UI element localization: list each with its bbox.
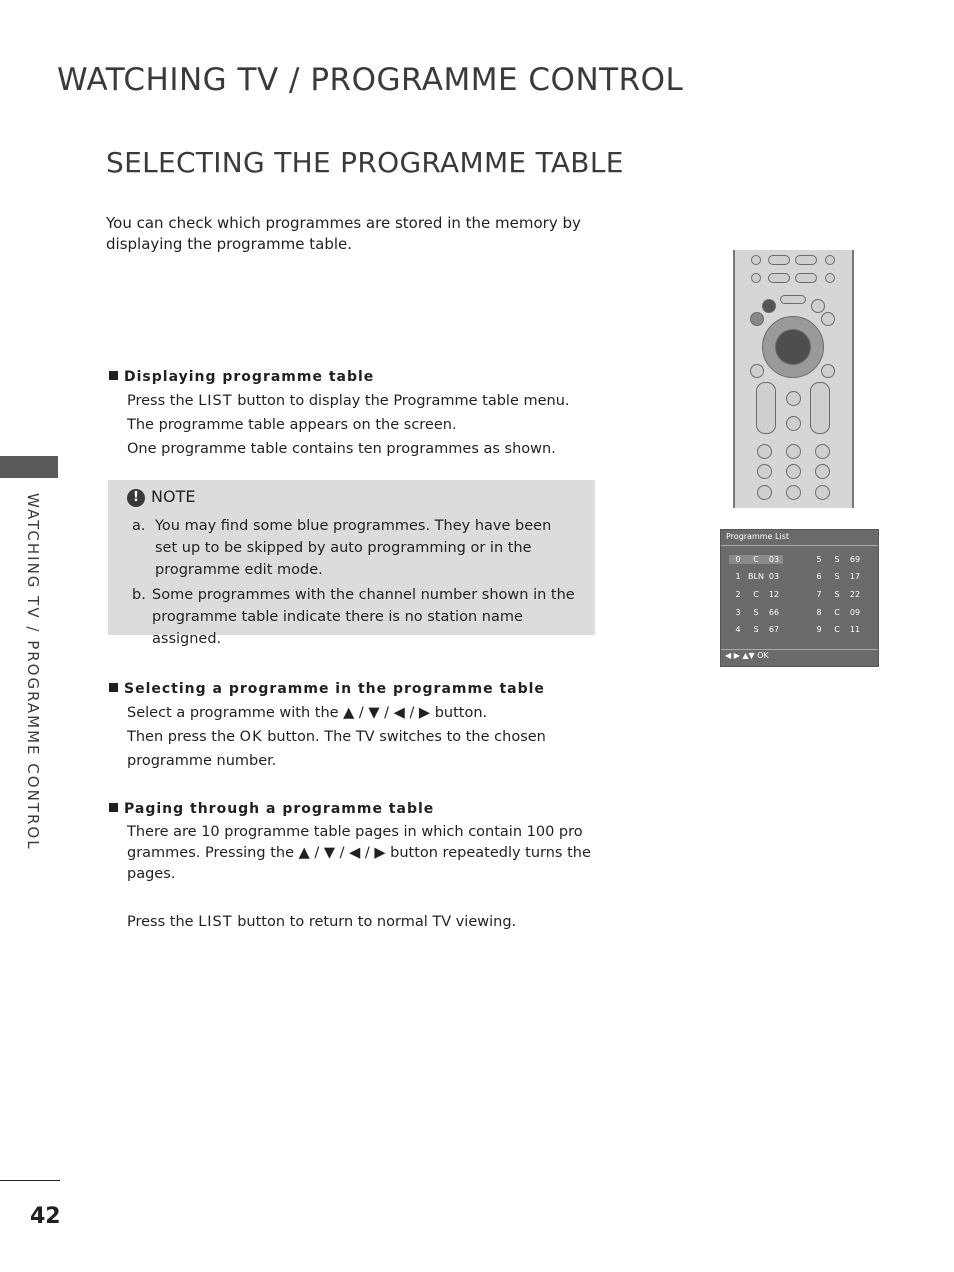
play-button-icon: [768, 255, 790, 265]
stop-button-icon: [751, 255, 761, 265]
remote-control-illustration: [733, 250, 854, 508]
number-6-icon: [815, 464, 830, 479]
page-number: 42: [30, 1204, 61, 1229]
note-item-a: You may find some blue programmes. They have been set up to be skipped by auto programming or in the programme edit mode.: [155, 518, 552, 578]
fast-forward-icon: [795, 273, 817, 283]
fav-icon: [821, 364, 835, 378]
chapter-side-label: WATCHING TV / PROGRAMME CONTROL: [24, 493, 42, 851]
programme-rocker-icon: [810, 382, 830, 434]
displaying-body: Press the LIST button to display the Programme table menu. The programme table appears on the screen. One programme table contains ten programmes as shown.: [127, 393, 570, 457]
q-view-icon: [750, 312, 764, 326]
skip-back-icon: [751, 273, 761, 283]
record-button-icon: [825, 255, 835, 265]
intro-text: You can check which programmes are stored in the memory by displaying the programme table.: [106, 214, 581, 253]
arrow-keys-icon: ▲ / ▼ / ◀ / ▶: [343, 705, 431, 721]
note-item-b-label: b.: [132, 587, 146, 603]
paging-return-text: Press the LIST button to return to normal TV viewing.: [127, 914, 517, 930]
number-2-icon: [786, 444, 801, 459]
note-item-a-label: a.: [132, 518, 146, 534]
ok-button-icon: [775, 329, 811, 365]
mute-button-icon: [786, 416, 801, 431]
bullet-square-icon: [109, 683, 118, 692]
programme-row: 9 C 11: [816, 625, 861, 634]
mark-button-icon: [786, 391, 801, 406]
number-3-icon: [815, 444, 830, 459]
programme-row: 2 C 12: [735, 590, 780, 599]
chapter-tab: [0, 456, 58, 478]
bullet-square-icon: [109, 803, 118, 812]
paging-body: There are 10 programme table pages in which contain 100 pro grammes. Pressing the ▲ / ▼ / ◀ / ▶ button repeatedly turns the pages.: [127, 824, 591, 882]
bullet-square-icon: [109, 371, 118, 380]
arrow-keys-icon: ▲ / ▼ / ◀ / ▶: [298, 845, 386, 861]
section-title: SELECTING THE PROGRAMME TABLE: [106, 146, 624, 179]
divider: [721, 649, 878, 650]
number-4-icon: [757, 464, 772, 479]
return-icon: [750, 364, 764, 378]
skip-forward-icon: [825, 273, 835, 283]
programme-row: 7 S 22: [816, 590, 861, 599]
menu-button-icon: [762, 299, 776, 313]
programme-list-screen: [720, 529, 879, 667]
programme-row: 5 S 69: [816, 555, 861, 564]
heading-selecting: Selecting a programme in the programme table: [109, 681, 545, 697]
programme-list-title: Programme List: [726, 532, 789, 541]
exclamation-icon: !: [127, 489, 145, 507]
number-7-icon: [757, 485, 772, 500]
programme-list-footer: ◀ ▶ ▲▼ OK: [725, 651, 769, 660]
number-1-icon: [757, 444, 772, 459]
programme-row: 3 S 66: [735, 608, 780, 617]
list-button-icon: [780, 295, 806, 304]
exit-button-icon: [811, 299, 825, 313]
heading-paging: Paging through a programme table: [109, 801, 434, 817]
programme-row: 1 BLN 03: [735, 572, 780, 581]
programme-row: 6 S 17: [816, 572, 861, 581]
number-5-icon: [786, 464, 801, 479]
chapter-title: WATCHING TV / PROGRAMME CONTROL: [57, 62, 684, 98]
number-9-icon: [815, 485, 830, 500]
rewind-icon: [768, 273, 790, 283]
divider: [721, 545, 878, 546]
volume-rocker-icon: [756, 382, 776, 434]
programme-row: 4 S 67: [735, 625, 780, 634]
info-icon: [821, 312, 835, 326]
pause-button-icon: [795, 255, 817, 265]
note-heading: ! NOTE: [127, 487, 195, 507]
heading-displaying: Displaying programme table: [109, 369, 374, 385]
programme-row: 0 C 03: [729, 555, 783, 564]
selecting-body: Select a programme with the ▲ / ▼ / ◀ / ▶ button. Then press the OK button. The TV switches to the chosen programme number.: [127, 705, 546, 769]
programme-row: 8 C 09: [816, 608, 861, 617]
number-8-icon: [786, 485, 801, 500]
note-item-b: Some programmes with the channel number shown in the programme table indicate there is no station name assigned.: [152, 587, 575, 647]
footer-rule: [0, 1180, 60, 1181]
